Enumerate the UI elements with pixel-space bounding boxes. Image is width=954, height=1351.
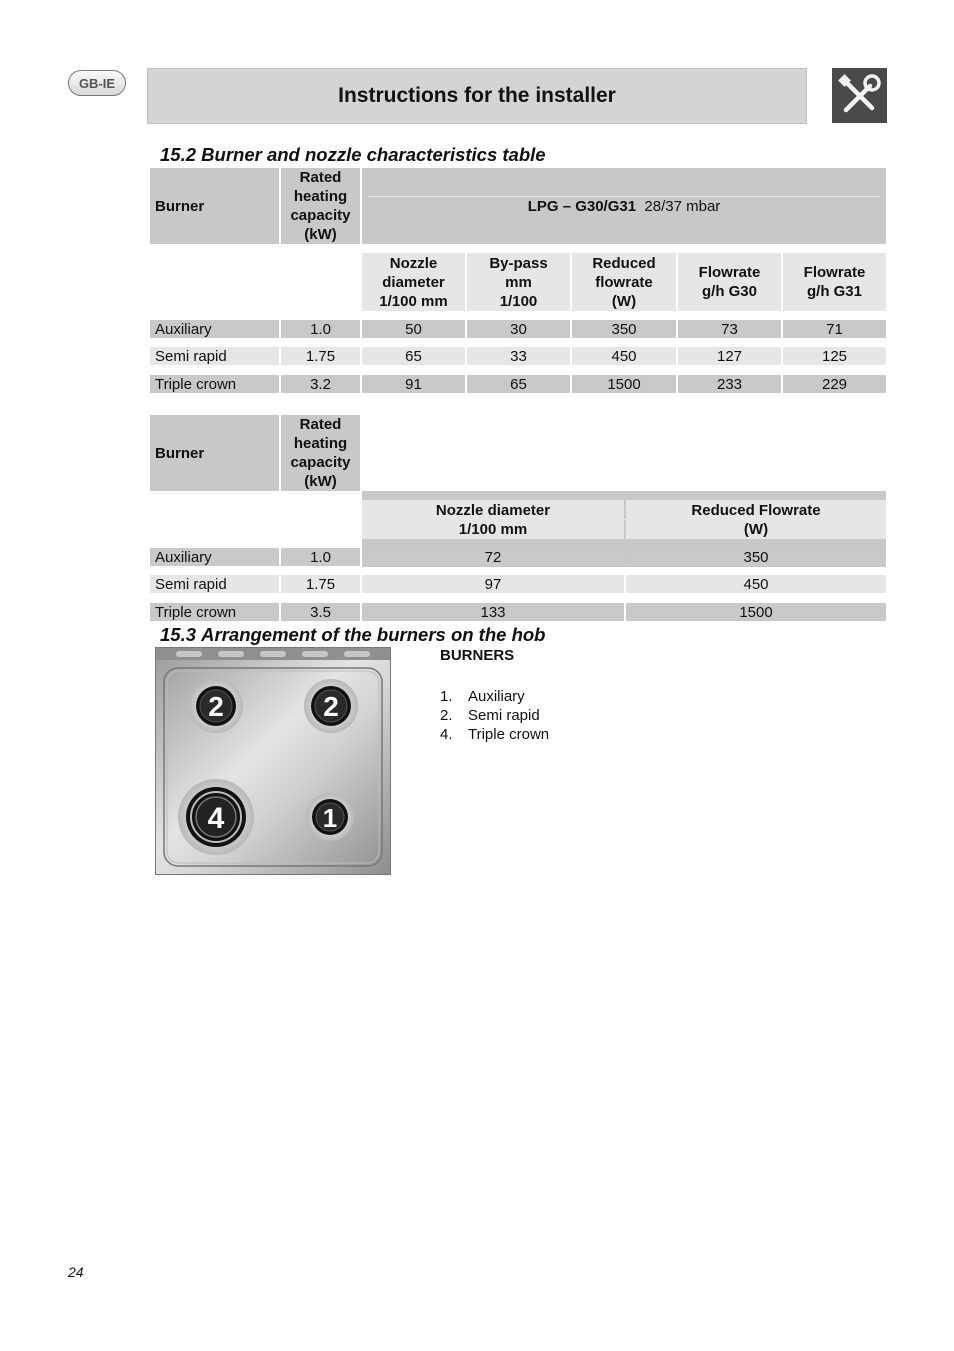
language-badge: GB-IE	[68, 70, 126, 96]
table-cell: 127	[678, 347, 781, 365]
page-title: Instructions for the installer	[338, 84, 616, 107]
burner-bottom-right	[306, 793, 354, 841]
header-bar	[147, 68, 807, 124]
ng-header-burner: Burner	[150, 415, 279, 491]
svg-text:2: 2	[208, 691, 224, 722]
page-number: 24	[68, 1264, 84, 1280]
lpg-header-capacity: Rated heating capacity (kW)	[281, 168, 360, 244]
table-cell: 65	[362, 347, 465, 365]
lpg-subheader-flow-g30: Flowrate g/h G30	[678, 253, 781, 311]
svg-text:4: 4	[207, 802, 225, 835]
burners-legend	[440, 688, 549, 745]
burner-top-right	[304, 679, 358, 733]
section-heading-burner-table: 15.2 Burner and nozzle characteristics table	[160, 144, 546, 165]
table-cell: 30	[467, 320, 570, 338]
table-cell: 233	[678, 375, 781, 393]
burners-legend-title: BURNERS	[440, 647, 515, 664]
table-cell: 450	[572, 347, 676, 365]
table-cell: 1.0	[281, 320, 360, 338]
table-cell: 33	[467, 347, 570, 365]
table-cell: 97	[362, 575, 624, 593]
list-item: 2. Semi rapid	[440, 707, 540, 724]
table-cell: 450	[626, 575, 886, 593]
table-cell: 65	[467, 375, 570, 393]
section-heading-arrangement: 15.3 Arrangement of the burners on the hob	[160, 624, 546, 645]
hob-diagram	[155, 647, 391, 875]
lpg-subheader-flow-g31: Flowrate g/h G31	[783, 253, 886, 311]
lpg-subheader-reduced: Reduced flowrate (W)	[572, 253, 676, 311]
table-cell: Auxiliary	[150, 320, 279, 338]
table-cell: 229	[783, 375, 886, 393]
table-cell: 1500	[626, 603, 886, 621]
table-cell: 91	[362, 375, 465, 393]
table-cell: Semi rapid	[150, 575, 279, 593]
table-cell: 50	[362, 320, 465, 338]
ng-subheader-nozzle: Nozzle diameter 1/100 mm	[362, 500, 624, 539]
list-item: 1. Auxiliary	[440, 688, 525, 705]
ng-subheader-reduced: Reduced Flowrate (W)	[626, 500, 886, 539]
lpg-header-gas: LPG – G30/G31 28/37 mbar	[362, 168, 886, 244]
table-cell: 1.0	[281, 548, 360, 566]
table-cell: 350	[626, 548, 886, 566]
table-cell: 1.75	[281, 347, 360, 365]
table-cell: 1.75	[281, 575, 360, 593]
table-cell: 3.2	[281, 375, 360, 393]
table-cell: 72	[362, 548, 624, 566]
burner-top-left	[189, 679, 243, 733]
table-cell: 73	[678, 320, 781, 338]
lpg-header-burner: Burner	[150, 168, 279, 244]
table-cell: 1500	[572, 375, 676, 393]
tools-icon	[832, 68, 887, 123]
table-cell: Auxiliary	[150, 548, 279, 566]
burner-bottom-left	[178, 779, 254, 855]
table-cell: 3.5	[281, 603, 360, 621]
svg-text:2: 2	[323, 691, 339, 722]
table-cell: 133	[362, 603, 624, 621]
table-cell: 350	[572, 320, 676, 338]
lpg-subheader-nozzle: Nozzle diameter 1/100 mm	[362, 253, 465, 311]
table-cell: Triple crown	[150, 375, 279, 393]
table-cell: Semi rapid	[150, 347, 279, 365]
list-item: 4. Triple crown	[440, 726, 550, 743]
ng-header-capacity: Rated heating capacity (kW)	[281, 415, 360, 491]
lpg-subheader-bypass: By-pass mm 1/100	[467, 253, 570, 311]
table-cell: 125	[783, 347, 886, 365]
table-cell: 71	[783, 320, 886, 338]
table-cell: Triple crown	[150, 603, 279, 621]
svg-text:1: 1	[322, 803, 338, 833]
